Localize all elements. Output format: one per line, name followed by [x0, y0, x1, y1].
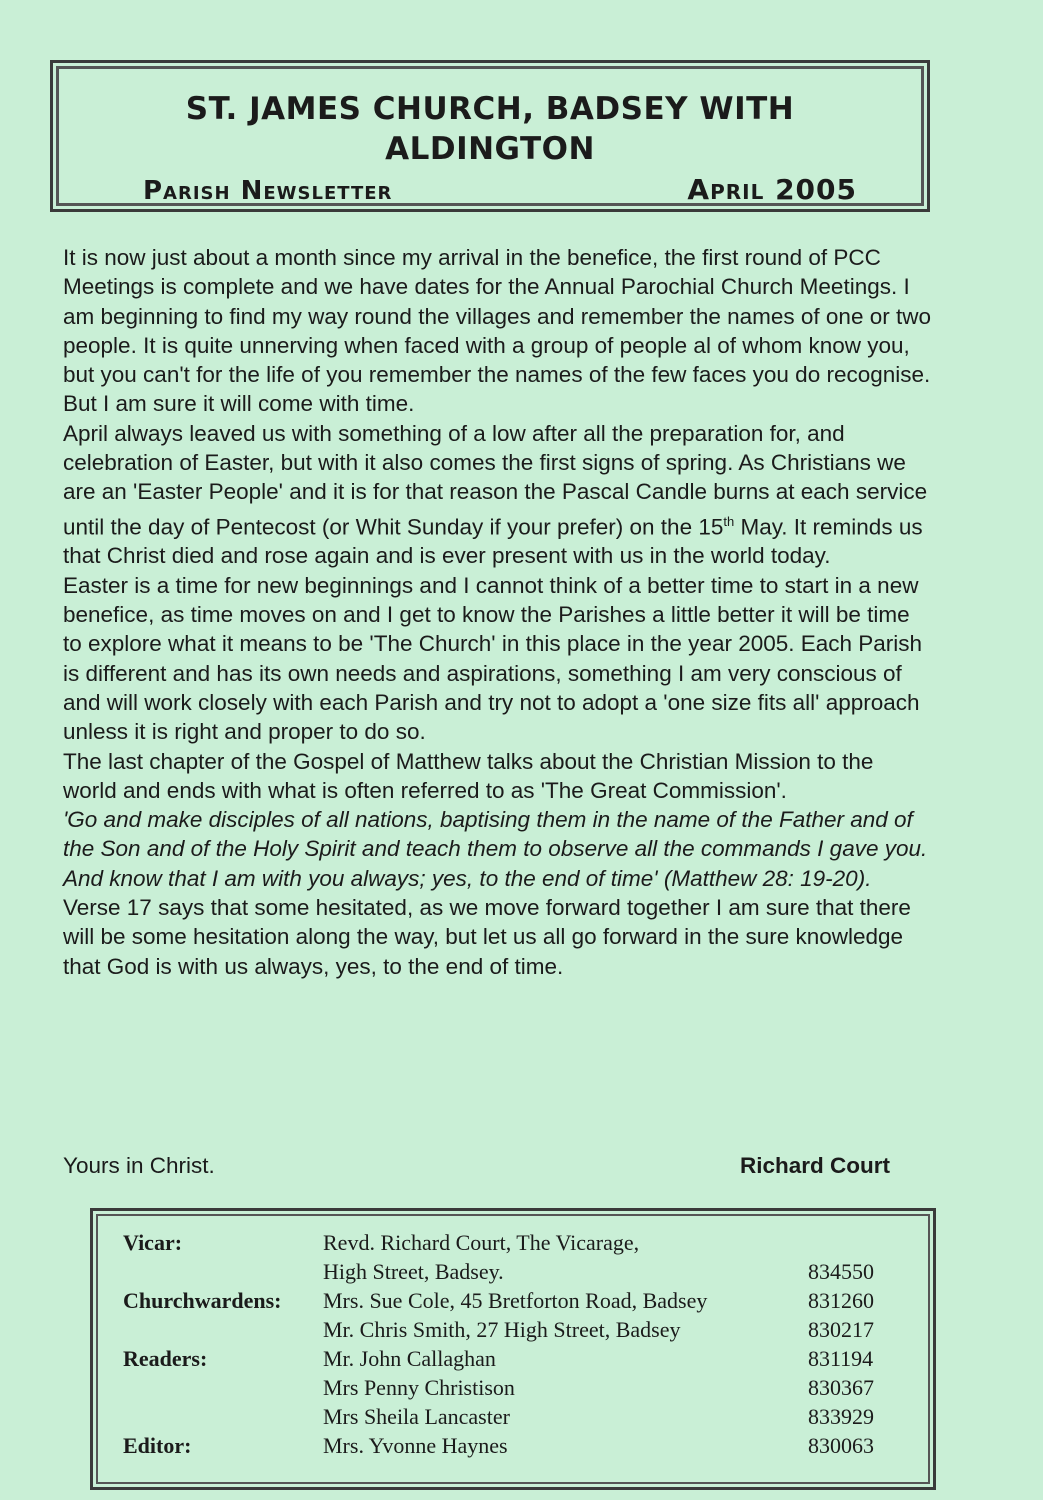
contact-phone: 830367 [808, 1374, 874, 1400]
contact-detail: Mrs. Sue Cole, 45 Bretforton Road, Badsey [323, 1287, 708, 1313]
contacts-table [123, 1228, 898, 1460]
contact-phone: 830063 [808, 1432, 874, 1458]
paragraph-3: Easter is a time for new beginnings and I cannot think of a better time to start in a new benefice, as time moves on and I get to know the Parishes a little better it will be time to explore what it means to be 'The Church' in this place in the year 2005. Each Parish is different and has its own needs and aspirations, something I am very conscious of and will work closely with each Parish and try not to adopt a 'one size fits all' approach unless it is right and proper to do so. [63, 572, 923, 745]
contact-detail: Mrs Penny Christison [323, 1374, 515, 1400]
contact-role: Vicar: [123, 1229, 183, 1255]
contact-detail: High Street, Badsey. [323, 1258, 504, 1284]
contact-row [123, 1373, 898, 1402]
contact-role: Churchwardens: [123, 1287, 282, 1313]
title-line-1: ST. JAMES CHURCH, BADSEY WITH [185, 91, 795, 127]
title-line-2: ALDINGTON [385, 131, 595, 167]
paragraph-2: April always leaved us with something of a low after all the preparation for, and celebration of Easter, but with it also comes the first signs of spring. As Christians we are an 'Easter People' and it is for that reason the Pascal Candle burns at each service until the day of Pentecost (or Whit Sunday if your prefer) on the 15th May. It reminds us that Christ died and rose again and is ever present with us in the world today. [63, 420, 928, 569]
contact-phone [808, 1228, 898, 1257]
contact-row [123, 1257, 898, 1286]
newsletter-title [53, 89, 927, 169]
contact-detail: Mrs. Yvonne Haynes [323, 1432, 508, 1458]
contact-role [123, 1373, 323, 1402]
contact-role [123, 1402, 323, 1431]
contact-role: Readers: [123, 1345, 208, 1371]
letter-body [63, 243, 933, 981]
contact-row [123, 1286, 898, 1315]
contact-phone: 830217 [808, 1316, 874, 1342]
contacts-box [90, 1208, 936, 1490]
signature: Richard Court [740, 1153, 891, 1178]
contact-detail: Mr. Chris Smith, 27 High Street, Badsey [323, 1316, 681, 1342]
paragraph-4: The last chapter of the Gospel of Matthew talks about the Christian Mission to the world and ends with what is often referred to as 'The Great Commission'. [63, 748, 874, 803]
issue-date: April 2005 [687, 173, 857, 206]
contact-phone: 833929 [808, 1403, 874, 1429]
contact-phone: 834550 [808, 1258, 874, 1284]
contact-role: Editor: [123, 1432, 192, 1458]
contact-row [123, 1431, 898, 1460]
contact-detail: Mrs Sheila Lancaster [323, 1403, 510, 1429]
contact-detail: Mr. John Callaghan [323, 1345, 496, 1371]
contact-role [123, 1257, 323, 1286]
contact-phone: 831194 [808, 1345, 874, 1371]
contact-row [123, 1344, 898, 1373]
contact-role [123, 1315, 323, 1344]
contact-row [123, 1402, 898, 1431]
newsletter-subtitle: Parish Newsletter [143, 176, 393, 206]
contact-row [123, 1228, 898, 1257]
paragraph-5: Verse 17 says that some hesitated, as we move forward together I am sure that there will be some hesitation along the way, but let us all go forward in the sure knowledge that God is with us always, yes, to the end of time. [63, 895, 911, 979]
scripture-quote: 'Go and make disciples of all nations, baptising them in the name of the Father and of the Son and of the Holy Spirit and teach them to observe all the commands I gave you. And know that I am with you always; yes, to the end of time' (Matthew 28: 19-20). [63, 807, 928, 891]
paragraph-1: It is now just about a month since my arrival in the benefice, the first round of PCC Meetings is complete and we have dates for the Annual Parochial Church Meetings. I am beginning to find my way round the villages and remember the names of one or two people. It is quite unnerving when faced with a group of people al of whom know you, but you can't for the life of you remember the names of the few faces you do recognise. But I am sure it will come with time. [63, 245, 931, 417]
contact-detail: Revd. Richard Court, The Vicarage, [323, 1229, 640, 1255]
masthead [50, 60, 930, 212]
contact-phone: 831260 [808, 1287, 874, 1313]
contact-row [123, 1315, 898, 1344]
closing: Yours in Christ. [63, 1153, 215, 1178]
